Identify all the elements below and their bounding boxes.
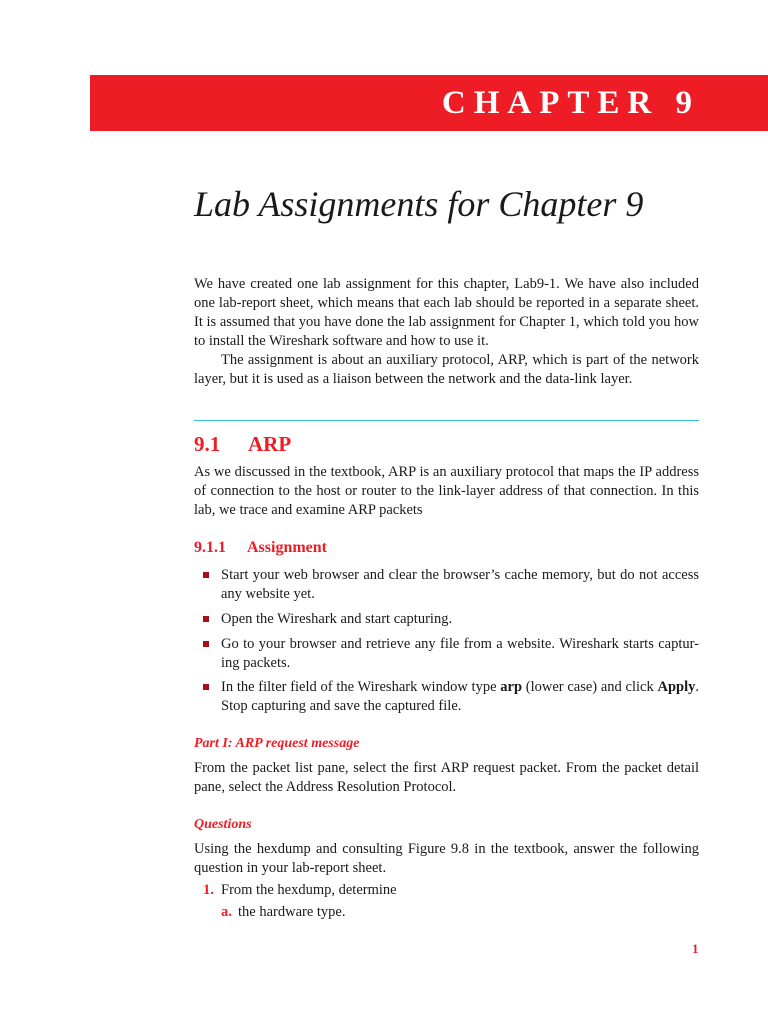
section-number: 9.1 (194, 432, 221, 456)
section-body: As we discussed in the textbook, ARP is an auxiliary protocol that maps the IP address of connection to the host or router to the link-layer address of that connection. In this lab, we trace and examine ARP packets (194, 464, 699, 518)
bullet-text: Go to your browser and retrieve any file from a website. Wireshark starts captur-ing packets. (221, 636, 699, 671)
question-text: From the hexdump, determine (221, 882, 397, 898)
page-number: 1 (692, 941, 699, 956)
subquestion-letter: a. (221, 904, 232, 920)
chapter-banner (90, 75, 768, 131)
question-number: 1. (203, 882, 214, 898)
bullet-text: Start your web browser and clear the browser’s cache memory, but do not access any website yet. (221, 567, 699, 602)
intro-paragraph-1: We have created one lab assignment for this chapter, Lab9-1. We have also included one lab-report sheet, which means that each lab should be reported in a separate sheet. It is assumed that you have done the lab assignment for Chapter 1, which told you how to install the Wireshark software and how to use it. (194, 276, 699, 349)
bullet-square-icon (203, 641, 209, 647)
chapter-label: CHAPTER 9 (441, 85, 700, 121)
subsection-number: 9.1.1 (194, 539, 226, 556)
bullet-text-pre: In the filter field of the Wireshark window type (221, 679, 501, 695)
part-body: From the packet list pane, select the first ARP request packet. From the packet detail pane, select the Address Resolution Protocol. (194, 760, 699, 795)
bullet-text-post: . Stop capturing and save the captured file. (221, 679, 699, 714)
subsection-title: Assignment (247, 539, 328, 556)
section-title: ARP (248, 432, 292, 456)
list-item (221, 635, 699, 673)
subsection-heading (194, 537, 327, 559)
intro-paragraph-2: The assignment is about an auxiliary protocol, ARP, which is part of the network layer, but it is used as a liaison between the network and the data-link layer. (194, 352, 699, 387)
list-item (221, 566, 699, 604)
bullet-keyword-apply: Apply (657, 679, 696, 695)
bullet-keyword-arp: arp (500, 679, 523, 695)
list-item (221, 678, 699, 716)
bullet-text: Open the Wireshark and start capturing. (221, 611, 453, 627)
list-item (221, 610, 699, 629)
part-heading: Part I: ARP request message (194, 736, 360, 751)
bullet-square-icon (203, 572, 209, 578)
bullet-square-icon (203, 684, 209, 690)
questions-body: Using the hexdump and consulting Figure 9.8 in the textbook, answer the following question in your lab-report sheet. (194, 841, 699, 876)
bullet-square-icon (203, 616, 209, 622)
questions-heading: Questions (194, 817, 252, 832)
bullet-text-mid: (lower case) and click (522, 679, 658, 695)
page-title: Lab Assignments for Chapter 9 (194, 184, 644, 224)
subquestion-text: the hardware type. (238, 904, 346, 920)
section-divider (194, 420, 699, 421)
section-heading (194, 430, 291, 458)
